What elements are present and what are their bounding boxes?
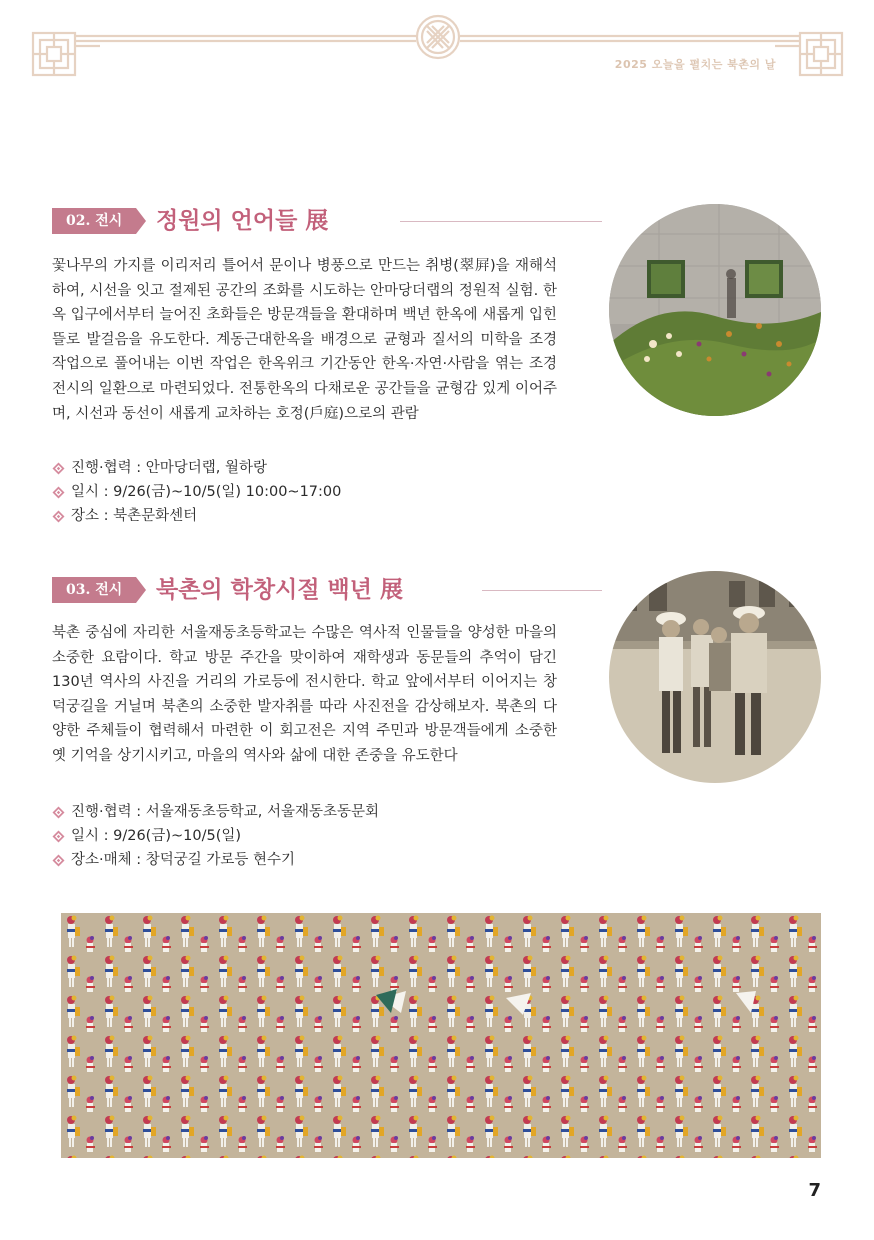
section-heading-garden xyxy=(52,208,557,238)
running-header-title: 2025 오늘을 펼치는 북촌의 날 xyxy=(614,58,776,71)
school-children-photo xyxy=(609,571,821,783)
section-paragraph: 북촌 중심에 자리한 서울재동초등학교는 수많은 역사적 인물들을 양성한 마을의 소중한 요람이다. 학교 방문 주간을 맞이하여 재학생과 동문들의 추억이 담긴 130년 역사의 사진을 거리의 가로등에 전시한다. 학교 앞에서부터 이어지는 창덕궁길을 거닐며 북촌의 소중한 발자취를 따라 사진전을 감상해보자. 북촌의 다양한 주체들이 협력해서 마련한 이 회고전은 지역 주민과 방문객들에게 소중한 옛 기억을 상기시키고, 마을의 역사와 삶에 대한 존중을 유도한다 xyxy=(52,625,557,764)
diamond-bullet-icon xyxy=(52,830,65,843)
info-item: 일시 : 9/26(금)~10/5(일) 10:00~17:00 xyxy=(52,480,557,504)
info-item: 일시 : 9/26(금)~10/5(일) xyxy=(52,824,557,848)
section-divider xyxy=(400,221,602,222)
info-item: 진행·협력 : 서울재동초등학교, 서울재동초동문회 xyxy=(52,800,557,824)
section-title: 북촌의 학창시절 백년 展 xyxy=(156,576,403,603)
traditional-dance-photo xyxy=(61,913,821,1158)
page-number: 7 xyxy=(808,1180,821,1201)
diamond-bullet-icon xyxy=(52,486,65,499)
section-tag: 02. 전시 xyxy=(52,208,136,234)
info-item: 진행·협력 : 안마당더랩, 월하랑 xyxy=(52,456,557,480)
diamond-bullet-icon xyxy=(52,462,65,475)
diamond-bullet-icon xyxy=(52,510,65,523)
section-tag: 03. 전시 xyxy=(52,577,136,603)
lattice-border-decoration xyxy=(0,0,874,90)
garden-photo xyxy=(609,204,821,416)
section-heading-school xyxy=(52,577,557,607)
section-title: 정원의 언어들 展 xyxy=(156,207,329,234)
header-ornament xyxy=(0,0,874,90)
info-item: 장소 : 북촌문화센터 xyxy=(52,504,557,528)
info-list xyxy=(52,800,557,872)
info-item: 장소·매체 : 창덕궁길 가로등 현수기 xyxy=(52,848,557,872)
section-paragraph: 꽃나무의 가지를 이리저리 틀어서 문이나 병풍으로 만드는 취병(翠屛)을 재해석하여, 시선을 잇고 절제된 공간의 조화를 시도하는 안마당더랩의 정원적 실험. 한옥 입구에서부터 늘어진 초화들은 방문객들을 환대하며 백년 한옥에 새롭게 입힌 뜰로 발걸음을 유도한다. 계동근대한옥을 배경으로 균형과 질서의 미학을 조경 작업으로 풀어내는 이번 작업은 한옥위크 기간동안 한옥·자연·사람을 엮는 조경 전시의 일환으로 마련되었다. 전통한옥의 다채로운 공간들을 균형감 있게 이어주며, 시선과 동선이 새롭게 교차하는 호정(戶庭)으로의 관람 xyxy=(52,258,557,422)
diamond-bullet-icon xyxy=(52,806,65,819)
diamond-bullet-icon xyxy=(52,854,65,867)
section-divider xyxy=(482,590,602,591)
info-list xyxy=(52,456,557,528)
